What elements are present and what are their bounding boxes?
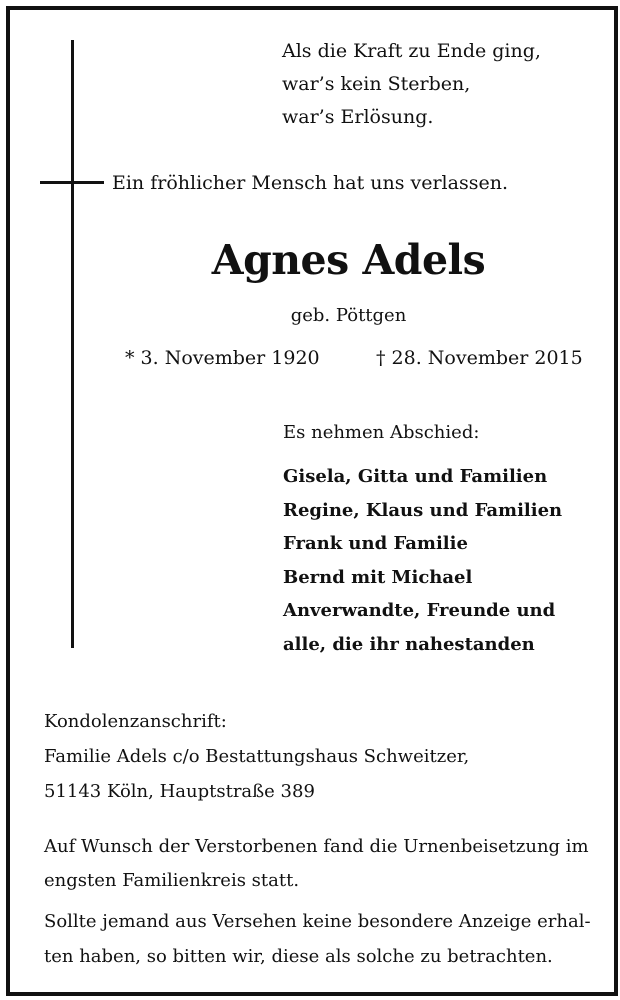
poem <box>282 35 541 134</box>
mourners-list <box>283 460 562 661</box>
mourner-line: Frank und Familie <box>283 533 468 554</box>
farewell-heading: Es nehmen Abschied: <box>283 422 480 443</box>
mourner-line: Gisela, Gitta und Familien <box>283 466 548 487</box>
burial-note <box>44 830 589 898</box>
mourner-line: Bernd mit Michael <box>283 566 473 588</box>
mourner-line: Anverwandte, Freunde und <box>283 600 556 621</box>
announcement-note-line: Sollte jemand aus Versehen keine besondere Anzeige erhal- <box>44 911 591 932</box>
condolence-address-line: 51143 Köln, Hauptstraße 389 <box>44 781 315 802</box>
birth-date: * 3. November 1920 <box>125 347 320 369</box>
poem-line: Als die Kraft zu Ende ging, <box>282 40 541 62</box>
announcement-note <box>44 904 591 974</box>
mourner-line: Regine, Klaus und Familien <box>283 499 563 521</box>
condolence-address <box>44 704 469 809</box>
deceased-name: Agnes Adels <box>211 236 486 284</box>
condolence-label: Kondolenzanschrift: <box>44 711 227 732</box>
cross-vertical-bar <box>71 40 74 648</box>
announcement-note-line: ten haben, so bitten wir, diese als solche zu betrachten. <box>44 946 553 967</box>
birth-name: geb. Pöttgen <box>290 305 407 326</box>
poem-line: war’s kein Sterben, <box>282 73 471 95</box>
mourner-line: alle, die ihr nahestanden <box>283 633 535 655</box>
poem-line: war’s Erlösung. <box>282 106 434 128</box>
tagline: Ein fröhlicher Mensch hat uns verlassen. <box>111 172 508 194</box>
burial-note-line: Auf Wunsch der Verstorbenen fand die Urnenbeisetzung im <box>44 836 589 857</box>
burial-note-line: engsten Familienkreis statt. <box>44 870 300 891</box>
death-date: † 28. November 2015 <box>376 347 583 369</box>
condolence-address-line: Familie Adels c/o Bestattungshaus Schweitzer, <box>44 746 470 767</box>
